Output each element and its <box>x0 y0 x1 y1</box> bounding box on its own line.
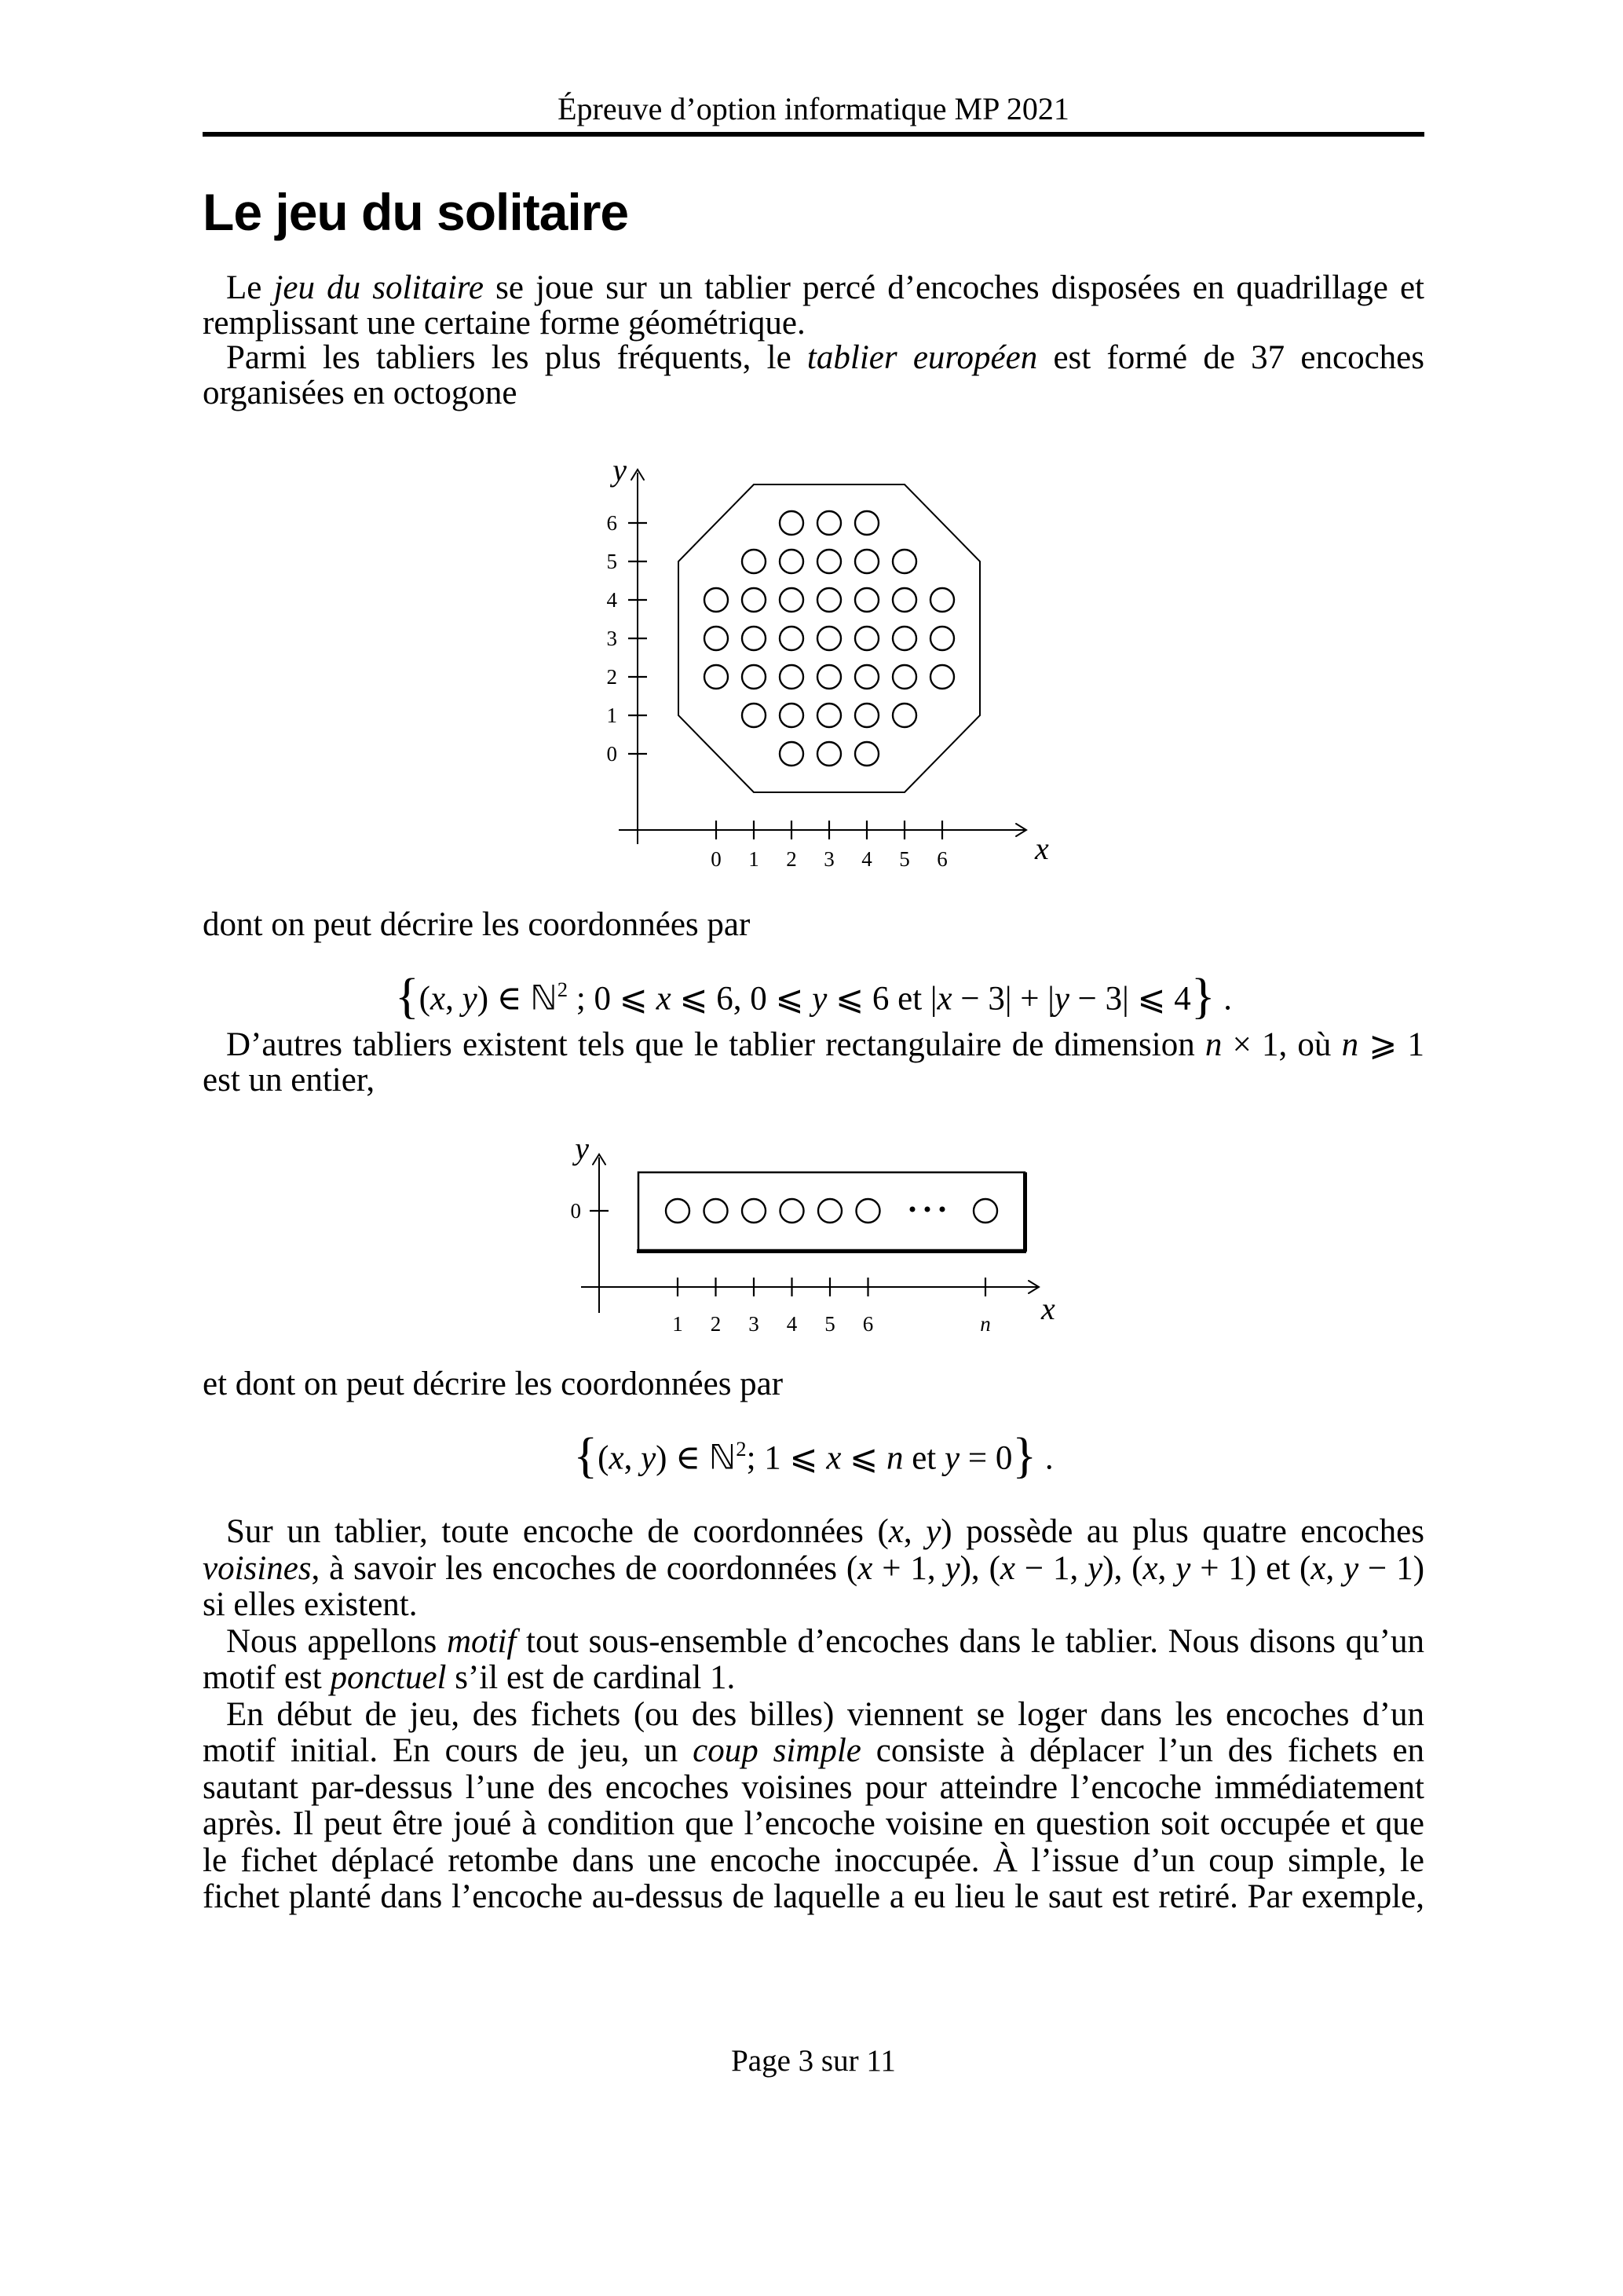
paragraph-motif <box>203 1624 1424 1697</box>
text-segment: motif <box>446 1622 517 1660</box>
header-rule <box>203 132 1424 137</box>
board-hole <box>704 665 728 689</box>
text-segment: = 0 <box>960 1439 1013 1477</box>
text-segment: est formé de 37 encoches organisées en octogone <box>203 339 1424 411</box>
text-segment: × 1, où <box>1222 1026 1342 1063</box>
board-hole <box>780 550 803 573</box>
text-segment: et <box>903 1439 945 1477</box>
y-axis-label: y <box>575 1131 589 1166</box>
text-segment: , <box>623 1439 642 1477</box>
text-segment: − 3| + | <box>952 980 1055 1018</box>
text-segment: y <box>944 1439 960 1477</box>
x-tick-label: 2 <box>786 847 797 871</box>
paragraph-coords-intro <box>203 908 1424 942</box>
y-tick-label: 1 <box>606 704 617 727</box>
paragraph-coords-intro-2 <box>203 1367 1424 1402</box>
text-segment: Le <box>226 269 274 306</box>
text-segment: , <box>1157 1549 1176 1587</box>
x-tick-label: 2 <box>710 1312 722 1336</box>
text-segment: { <box>573 1427 598 1483</box>
text-segment: Parmi les tabliers les plus fréquents, le <box>226 339 807 376</box>
text-segment: tout sous-ensemble d’encoches dans le tablier. Nous disons qu’un motif est <box>203 1622 1424 1696</box>
board-hole <box>817 742 841 766</box>
x-tick-label: 4 <box>786 1312 798 1336</box>
board-hole <box>974 1199 997 1223</box>
text-segment: x <box>656 980 671 1018</box>
text-segment: tablier européen <box>806 339 1038 376</box>
x-tick-label: 6 <box>862 1312 874 1336</box>
board-hole <box>780 1199 804 1223</box>
text-segment: ( <box>598 1439 609 1477</box>
text-segment: Nous appellons <box>226 1622 447 1660</box>
board-hole <box>742 550 766 573</box>
page-title: Le jeu du solitaire <box>203 183 629 241</box>
board-hole <box>817 704 841 727</box>
text-segment: 2 <box>736 1437 747 1461</box>
text-segment: consiste à déplacer l’un des fichets en sautant par-dessus l’une des encoches voisines pour atteindre l’encoche immédiatement après. Il peut être joué à condition que l’encoche voisine en question soit occupée et que le fichet déplacé retombe dans une encoche inoccupée. À l’issue d’un coup simple, le fichet planté dans l’encoche au-dessus de laquelle a eu lieu le saut est retiré. Par exemple, <box>203 1732 1424 1915</box>
paragraph-rules <box>203 1697 1424 1916</box>
text-segment: Sur un tablier, toute encoche de coordonnées ( <box>226 1513 889 1550</box>
board-hole <box>780 665 803 689</box>
x-axis-label: x <box>1041 1291 1055 1326</box>
board-hole <box>742 704 766 727</box>
board-hole <box>817 550 841 573</box>
board-hole <box>742 1199 766 1223</box>
x-tick-label: 1 <box>748 847 759 871</box>
board-hole <box>855 511 879 535</box>
board-hole <box>817 511 841 535</box>
board-hole <box>780 704 803 727</box>
ellipsis-dot <box>910 1207 916 1212</box>
board-hole <box>818 1199 842 1223</box>
x-tick-label: 4 <box>861 847 872 871</box>
x-tick-label: 6 <box>937 847 948 871</box>
x-tick-label-n: n <box>980 1312 991 1336</box>
board-hole <box>893 704 916 727</box>
text-segment: n <box>886 1439 904 1477</box>
text-segment: s’il est de cardinal 1. <box>446 1659 736 1696</box>
board-hole <box>742 588 766 612</box>
board-hole <box>893 665 916 689</box>
text-segment: En début de jeu, des fichets (ou des billes) viennent se loger dans les encoches d’un motif initial. En cours de jeu, un <box>203 1695 1424 1769</box>
x-tick-label: 0 <box>711 847 722 871</box>
board-hole <box>855 588 879 612</box>
octagon-board-figure <box>565 436 1068 883</box>
intro-paragraphs <box>203 271 1424 411</box>
text-segment: y <box>1054 980 1069 1018</box>
text-segment: y <box>812 980 828 1018</box>
text-segment: , <box>1325 1549 1344 1587</box>
text-segment: ; 1 ⩽ <box>746 1439 827 1477</box>
text-segment: voisines <box>203 1549 312 1587</box>
text-segment: y <box>1175 1549 1191 1587</box>
y-tick-label: 0 <box>606 742 617 766</box>
text-segment: ⩽ 6 et | <box>827 980 938 1018</box>
board-hole <box>893 627 916 650</box>
text-segment: dont on peut décrire les coordonnées par <box>203 906 751 943</box>
y-tick-label: 0 <box>570 1199 581 1223</box>
board-hole <box>855 742 879 766</box>
text-segment: y <box>926 1513 941 1550</box>
board-hole <box>742 627 766 650</box>
paragraph-neighbours <box>203 1514 1424 1624</box>
board-hole <box>780 511 803 535</box>
text-segment: D’autres tabliers existent tels que le tablier rectangulaire de dimension <box>226 1026 1205 1063</box>
text-segment: x <box>1000 1549 1015 1587</box>
text-segment: ), ( <box>960 1549 1000 1587</box>
text-segment: ponctuel <box>330 1659 447 1696</box>
text-segment: ℕ <box>530 978 557 1018</box>
text-segment: ⩾ 1 est un entier, <box>203 1026 1424 1099</box>
text-segment: ) possède au plus quatre encoches <box>941 1513 1424 1550</box>
text-segment: } <box>1190 967 1215 1024</box>
main-paragraphs <box>203 1514 1424 1916</box>
text-segment: { <box>394 967 419 1024</box>
board-hole <box>742 665 766 689</box>
paragraph-intro-1 <box>203 271 1424 341</box>
text-segment: ; 0 ⩽ <box>568 980 656 1018</box>
board-hole <box>817 665 841 689</box>
text-segment: ⩽ <box>841 1439 886 1477</box>
text-segment: + 1) et ( <box>1190 1549 1311 1587</box>
text-segment: x <box>937 980 952 1018</box>
paragraph-rect-board <box>203 1027 1424 1098</box>
ellipsis-dot <box>940 1207 945 1212</box>
ellipsis-dot <box>925 1207 930 1212</box>
text-segment: y <box>462 980 477 1018</box>
board-hole <box>893 588 916 612</box>
text-segment: ℕ <box>708 1438 737 1478</box>
x-tick-label: 3 <box>824 847 835 871</box>
text-segment: , <box>445 980 462 1018</box>
formula-row-coordinates <box>203 1398 1424 1500</box>
board-hole <box>855 665 879 689</box>
x-tick-label: 5 <box>899 847 910 871</box>
text-segment: . <box>1215 980 1233 1018</box>
board-hole <box>704 1199 728 1223</box>
running-header: Épreuve d’option informatique MP 2021 <box>557 91 1069 126</box>
board-hole <box>930 627 954 650</box>
text-segment: 2 <box>557 978 568 1001</box>
text-segment: y <box>641 1439 656 1477</box>
board-hole <box>930 665 954 689</box>
text-segment: ) ∈ <box>477 980 531 1018</box>
text-segment: x <box>430 980 446 1018</box>
y-tick-label: 2 <box>606 665 617 689</box>
y-tick-label: 4 <box>606 588 617 612</box>
paragraph-rect-board-text <box>203 1027 1424 1098</box>
text-segment: y <box>945 1549 960 1587</box>
board-hole <box>855 627 879 650</box>
text-segment: x <box>857 1549 873 1587</box>
text-segment: n <box>1204 1026 1223 1063</box>
board-hole <box>780 588 803 612</box>
text-segment: − 1, <box>1014 1549 1088 1587</box>
text-segment: y <box>1087 1549 1103 1587</box>
y-tick-label: 3 <box>606 627 617 650</box>
board-hole <box>817 627 841 650</box>
text-segment: se joue sur un tablier percé d’encoches disposées en quadrillage et remplissant une certaine forme géométrique. <box>203 269 1425 342</box>
text-segment: ), ( <box>1102 1549 1143 1587</box>
text-segment: ( <box>419 980 430 1018</box>
text-segment: y <box>1343 1549 1359 1587</box>
text-segment: x <box>1310 1549 1326 1587</box>
text-segment: coup simple <box>693 1732 861 1769</box>
y-tick-label: 5 <box>606 550 617 573</box>
board-hole <box>666 1199 689 1223</box>
text-segment: n <box>1341 1026 1359 1063</box>
paragraph-intro-2 <box>203 341 1424 411</box>
text-segment: ) ∈ <box>656 1439 709 1477</box>
x-axis-label: x <box>1035 831 1049 866</box>
text-segment: − 1) si elles existent. <box>203 1549 1425 1623</box>
text-segment: + 1, <box>872 1549 945 1587</box>
board-hole <box>855 550 879 573</box>
text-segment: et dont on peut décrire les coordonnées par <box>203 1366 784 1402</box>
row-board-figure <box>550 1123 1084 1351</box>
text-segment: − 3| ⩽ 4 <box>1069 980 1191 1018</box>
board-hole <box>857 1199 880 1223</box>
x-tick-label: 1 <box>672 1312 683 1336</box>
board-hole <box>855 704 879 727</box>
text-segment: x <box>826 1439 842 1477</box>
text-segment: x <box>888 1513 904 1550</box>
formula-octagon-coordinates <box>203 938 1424 1040</box>
board-hole <box>893 550 916 573</box>
board-hole <box>780 742 803 766</box>
x-tick-label: 3 <box>748 1312 759 1336</box>
y-tick-label: 6 <box>606 511 617 535</box>
y-axis-label: y <box>612 452 627 488</box>
board-hole <box>817 588 841 612</box>
text-segment: x <box>1142 1549 1158 1587</box>
board-hole <box>930 588 954 612</box>
x-tick-label: 5 <box>824 1312 835 1336</box>
text-segment: , <box>903 1513 927 1550</box>
text-segment: jeu du solitaire <box>273 269 484 306</box>
text-segment: . <box>1036 1439 1054 1477</box>
board-hole <box>704 588 728 612</box>
board-hole <box>704 627 728 650</box>
text-segment: } <box>1012 1427 1037 1483</box>
text-segment: ⩽ 6, 0 ⩽ <box>671 980 813 1018</box>
board-hole <box>780 627 803 650</box>
text-segment: , à savoir les encoches de coordonnées ( <box>311 1549 858 1587</box>
text-segment: x <box>609 1439 624 1477</box>
page-number: Page 3 sur 11 <box>731 2044 896 2078</box>
